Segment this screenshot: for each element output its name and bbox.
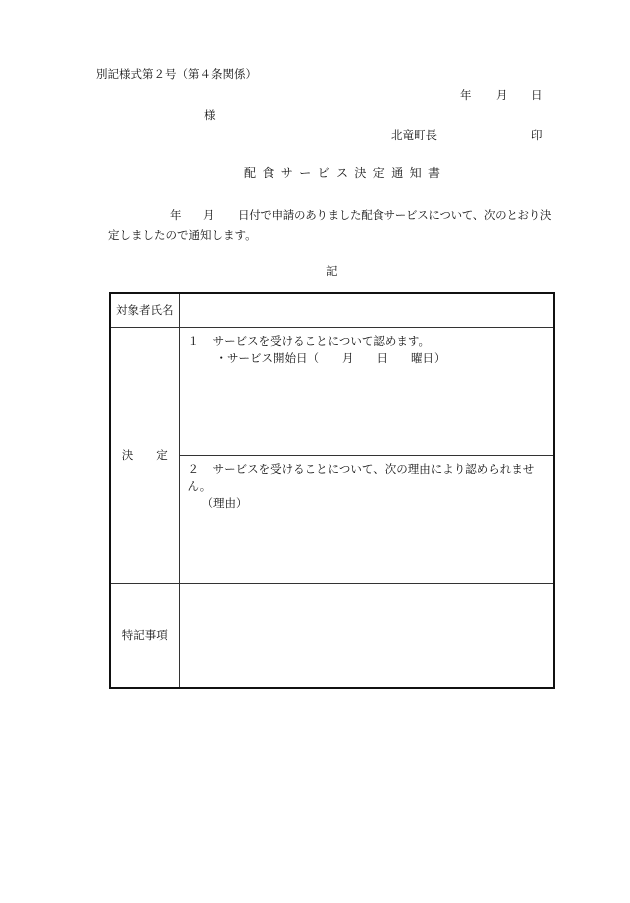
approval-text: サービスを受けることについて認めます。 (212, 333, 431, 348)
rejection-text: サービスを受けることについて、次の理由により認められません。 (187, 461, 535, 493)
body-year: 年 (170, 208, 182, 222)
decision-label: 決 定 (110, 327, 179, 583)
approval-cell[interactable] (179, 327, 554, 455)
reason-label: （理由） (201, 495, 248, 510)
decision-row-1 (110, 327, 554, 455)
date-month: 月 (496, 88, 508, 102)
decision-table (109, 292, 555, 689)
body-month: 月 (203, 208, 215, 222)
document-title: 配食サービス決定通知書 (244, 166, 447, 180)
rejection-line (188, 461, 546, 495)
date-year: 年 (460, 88, 472, 102)
addressee-suffix: 様 (204, 108, 216, 122)
name-label: 対象者氏名 (110, 293, 179, 327)
name-value-cell[interactable] (179, 293, 554, 327)
body-text-line1: 日付で申請のありました配食サービスについて、次のとおり決 (238, 208, 552, 222)
ki-heading: 記 (326, 264, 338, 278)
seal-mark: 印 (531, 128, 543, 142)
approval-line (188, 333, 546, 350)
remarks-value-cell[interactable] (179, 583, 554, 688)
approval-number: １ (187, 333, 199, 348)
service-start-line: ・サービス開始日（ 月 日 曜日） (215, 350, 446, 365)
remarks-row (110, 583, 554, 688)
rejection-number: ２ (187, 461, 199, 476)
name-row (110, 293, 554, 327)
rejection-cell[interactable] (179, 455, 554, 583)
form-number: 別記様式第２号（第４条関係） (96, 67, 257, 81)
remarks-label: 特記事項 (110, 583, 179, 688)
body-text-line2: 定しましたので通知します。 (108, 228, 257, 242)
date-day: 日 (531, 88, 543, 102)
issuer-name: 北竜町長 (391, 128, 437, 142)
